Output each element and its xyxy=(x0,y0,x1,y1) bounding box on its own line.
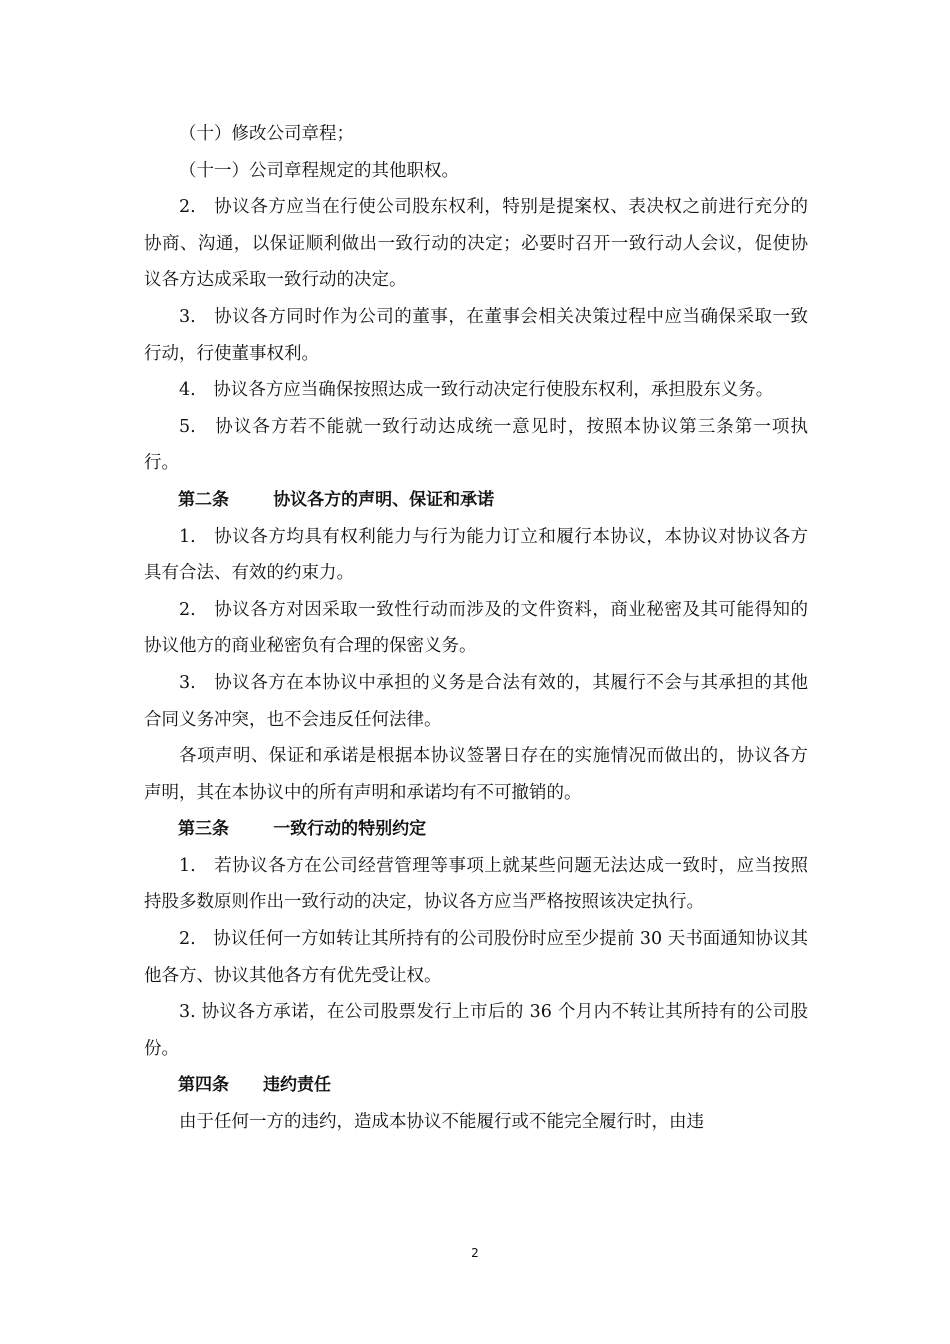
paragraph: 1. 协议各方均具有权利能力与行为能力订立和履行本协议，本协议对协议各方具有合法、有效的约束力。 xyxy=(144,526,808,584)
article-4-heading xyxy=(144,1067,808,1104)
article-number: 第三条 xyxy=(178,819,229,840)
paragraph: 1. 若协议各方在公司经营管理等事项上就某些问题无法达成一致时，应当按照持股多数原则作出一致行动的决定，协议各方应当严格按照该决定执行。 xyxy=(144,855,808,913)
document-body xyxy=(144,116,808,1141)
article-title: 一致行动的特别约定 xyxy=(273,819,427,840)
article-title: 协议各方的声明、保证和承诺 xyxy=(273,489,495,510)
paragraph: 2. 协议各方对因采取一致性行动而涉及的文件资料，商业秘密及其可能得知的协议他方的商业秘密负有合理的保密义务。 xyxy=(144,599,808,657)
paragraph: （十）修改公司章程； xyxy=(179,124,354,144)
article-number: 第四条 xyxy=(178,1075,229,1096)
paragraph: 各项声明、保证和承诺是根据本协议签署日存在的实施情况而做出的，协议各方声明，其在本协议中的所有声明和承诺均有不可撤销的。 xyxy=(144,746,808,803)
article-3-heading xyxy=(144,811,808,848)
paragraph: 5. 协议各方若不能就一致行动达成统一意见时，按照本协议第三条第一项执行。 xyxy=(144,416,808,474)
paragraph: 3. 协议各方承诺，在公司股票发行上市后的 36 个月内不转让其所持有的公司股份。 xyxy=(144,1002,808,1059)
paragraph: （十一）公司章程规定的其他职权。 xyxy=(179,160,459,181)
article-title: 违约责任 xyxy=(263,1075,331,1096)
paragraph: 2. 协议各方应当在行使公司股东权利，特别是提案权、表决权之前进行充分的协商、沟通，以保证顺利做出一致行动的决定；必要时召开一致行动人会议，促使协议各方达成采取一致行动的决定。 xyxy=(144,197,808,291)
page-number: 2 xyxy=(471,1246,479,1260)
article-2-heading xyxy=(144,482,808,519)
article-number: 第二条 xyxy=(178,489,229,510)
paragraph: 2. 协议任何一方如转让其所持有的公司股份时应至少提前 30 天书面通知协议其他各方、协议其他各方有优先受让权。 xyxy=(144,929,808,986)
paragraph: 3. 协议各方在本协议中承担的义务是合法有效的，其履行不会与其承担的其他合同义务冲突，也不会违反任何法律。 xyxy=(144,672,808,730)
paragraph: 4. 协议各方应当确保按照达成一致行动决定行使股东权利，承担股东义务。 xyxy=(179,380,774,401)
paragraph: 由于任何一方的违约，造成本协议不能履行或不能完全履行时，由违 xyxy=(179,1112,704,1133)
paragraph: 3. 协议各方同时作为公司的董事，在董事会相关决策过程中应当确保采取一致行动，行使董事权利。 xyxy=(144,306,808,364)
